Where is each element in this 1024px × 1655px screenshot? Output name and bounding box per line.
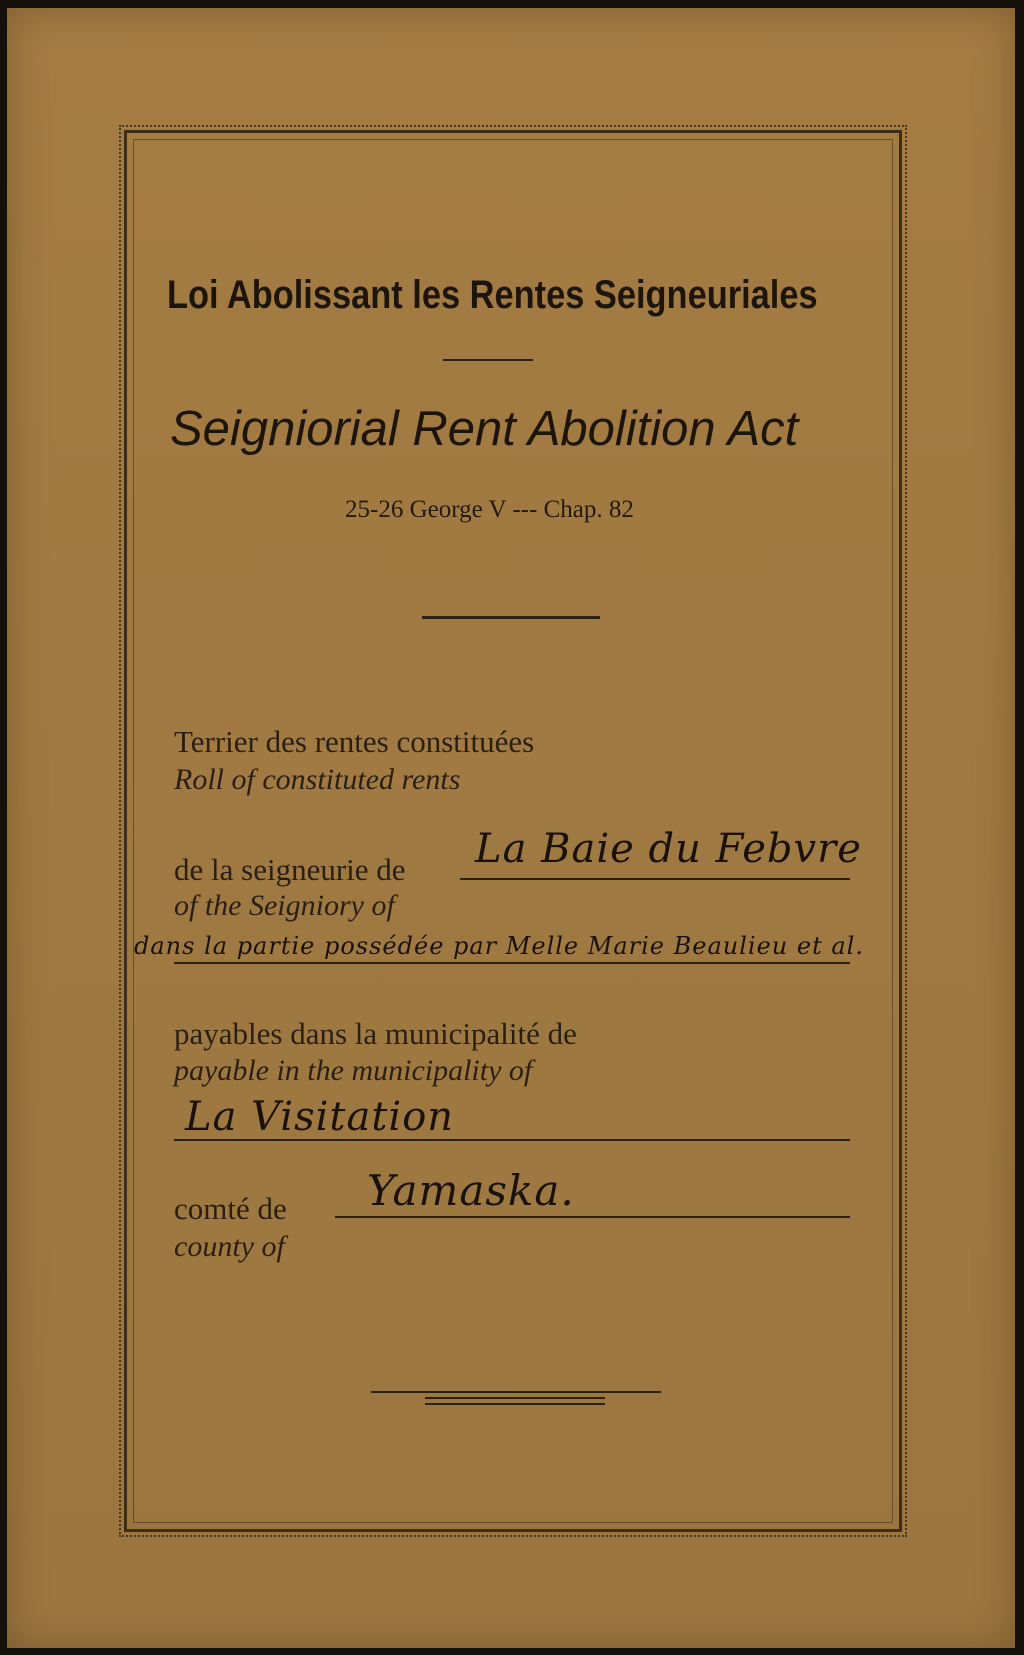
- county-line: [335, 1216, 850, 1218]
- municipality-handwritten-name: La Visitation: [185, 1094, 455, 1140]
- document-cover: [7, 8, 1015, 1648]
- title-divider: [443, 359, 533, 361]
- seigniory-handwritten-detail: dans la partie possédée par Melle Marie Beaulieu et al.: [134, 932, 864, 960]
- county-handwritten-name: Yamaska.: [367, 1166, 575, 1215]
- seigniory-label-french: de la seigneurie de: [174, 852, 406, 887]
- bottom-rule-1: [371, 1391, 661, 1393]
- title-french: Loi Abolissant les Rentes Seigneuriales: [167, 273, 818, 317]
- roll-label-english: Roll of constituted rents: [174, 763, 461, 796]
- municipality-label-french: payables dans la municipalité de: [174, 1016, 577, 1051]
- seigniory-handwritten-name: La Baie du Febvre: [475, 826, 862, 872]
- title-english: Seigniorial Rent Abolition Act: [170, 402, 799, 456]
- county-label-french: comté de: [174, 1191, 287, 1226]
- county-label-english: county of: [174, 1230, 285, 1263]
- section-divider: [422, 616, 600, 619]
- municipality-label-english: payable in the municipality of: [174, 1054, 533, 1087]
- seigniory-label-english: of the Seigniory of: [174, 889, 395, 922]
- seigniory-line-2: [174, 962, 850, 964]
- act-reference: 25-26 George V --- Chap. 82: [345, 496, 634, 523]
- seigniory-line-1: [460, 878, 850, 880]
- bottom-rule-2: [425, 1397, 605, 1399]
- bottom-rule-3: [425, 1403, 605, 1405]
- roll-label-french: Terrier des rentes constituées: [174, 724, 535, 759]
